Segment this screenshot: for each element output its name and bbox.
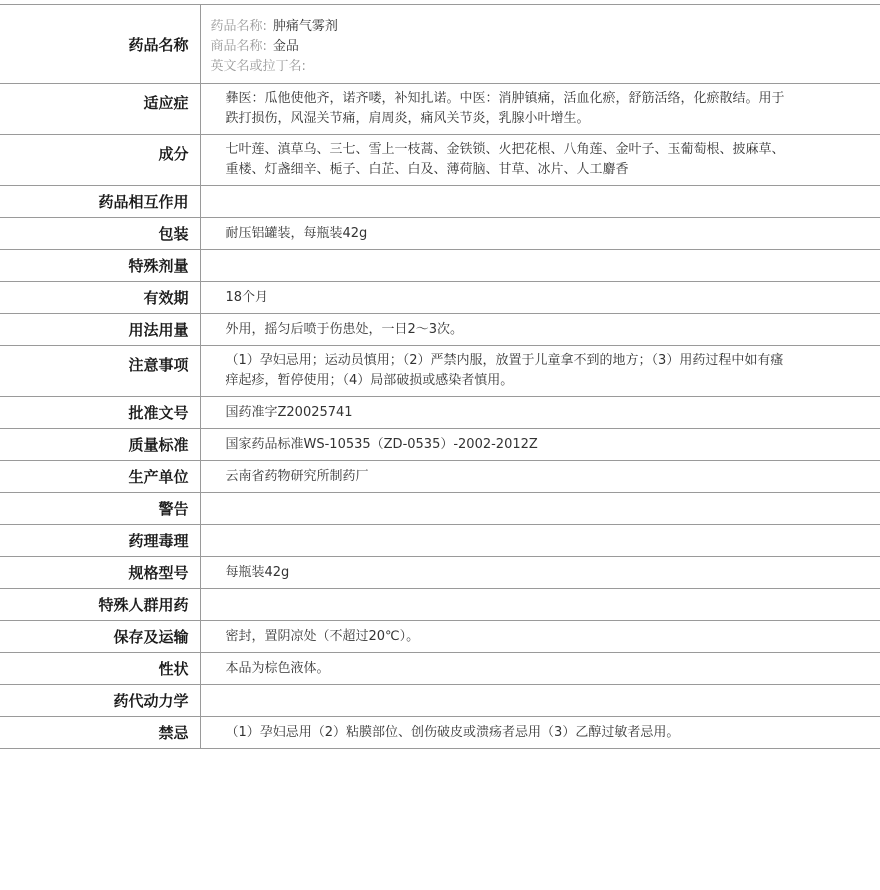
special-populations-label: 特殊人群用药 — [0, 589, 200, 621]
specification-label: 规格型号 — [0, 557, 200, 589]
special-dosage-label: 特殊剂量 — [0, 250, 200, 282]
special-populations-value — [200, 589, 880, 621]
row-shelf-life — [0, 282, 880, 314]
row-special-populations — [0, 589, 880, 621]
appearance-label: 性状 — [0, 653, 200, 685]
contraindications-value: （1）孕妇忌用（2）粘膜部位、创伤破皮或溃疡者忌用（3）乙醇过敏者忌用。 — [200, 717, 880, 749]
english-name-line — [211, 57, 871, 77]
row-approval-number — [0, 397, 880, 429]
pharmacology-label: 药理毒理 — [0, 525, 200, 557]
row-usage — [0, 314, 880, 346]
quality-standard-value: 国家药品标准WS-10535（ZD-0535）-2002-2012Z — [200, 429, 880, 461]
contraindications-label: 禁忌 — [0, 717, 200, 749]
pharmacokinetics-label: 药代动力学 — [0, 685, 200, 717]
special-dosage-value — [200, 250, 880, 282]
english-name-label: 英文名或拉丁名: — [210, 59, 306, 74]
interactions-value — [200, 186, 880, 218]
storage-value: 密封，置阴凉处（不超过20℃）。 — [200, 621, 880, 653]
precautions-value: （1）孕妇忌用；运动员慎用；（2）严禁内服，放置于儿童拿不到的地方；（3）用药过程中如有瘙痒起疹，暂停使用；（4）局部破损或感染者慎用。 — [200, 346, 880, 397]
row-storage — [0, 621, 880, 653]
row-pharmacology — [0, 525, 880, 557]
generic-name-value: 肿痛气雾剂 — [272, 19, 338, 34]
approval-number-value: 国药准字Z20025741 — [200, 397, 880, 429]
row-packaging — [0, 218, 880, 250]
trade-name-label: 商品名称: — [210, 39, 267, 54]
row-indications — [0, 84, 880, 135]
quality-standard-label: 质量标准 — [0, 429, 200, 461]
warning-value — [200, 493, 880, 525]
row-drug-name — [0, 5, 880, 84]
row-special-dosage — [0, 250, 880, 282]
indications-value: 彝医：瓜他使他齐，诺齐喽，补知扎诺。中医：消肿镇痛，活血化瘀，舒筋活络，化瘀散结。用于跌打损伤，风湿关节痛，肩周炎，痛风关节炎，乳腺小叶增生。 — [200, 84, 880, 135]
row-precautions — [0, 346, 880, 397]
manufacturer-label: 生产单位 — [0, 461, 200, 493]
row-ingredients — [0, 135, 880, 186]
pharmacology-value — [200, 525, 880, 557]
precautions-label: 注意事项 — [0, 346, 200, 397]
usage-label: 用法用量 — [0, 314, 200, 346]
shelf-life-label: 有效期 — [0, 282, 200, 314]
row-pharmacokinetics — [0, 685, 880, 717]
interactions-label: 药品相互作用 — [0, 186, 200, 218]
drug-name-label: 药品名称 — [0, 5, 200, 84]
specification-value: 每瓶装42g — [200, 557, 880, 589]
drug-info-table — [0, 4, 880, 749]
approval-number-label: 批准文号 — [0, 397, 200, 429]
trade-name-line — [211, 37, 871, 57]
storage-label: 保存及运输 — [0, 621, 200, 653]
pharmacokinetics-value — [200, 685, 880, 717]
appearance-value: 本品为棕色液体。 — [200, 653, 880, 685]
indications-label: 适应症 — [0, 84, 200, 135]
manufacturer-value: 云南省药物研究所制药厂 — [200, 461, 880, 493]
ingredients-value: 七叶莲、滇草乌、三七、雪上一枝蒿、金铁锁、火把花根、八角莲、金叶子、玉葡萄根、披麻草、重楼、灯盏细辛、栀子、白芷、白及、薄荷脑、甘草、冰片、人工麝香 — [200, 135, 880, 186]
packaging-label: 包装 — [0, 218, 200, 250]
row-contraindications — [0, 717, 880, 749]
generic-name-line — [211, 17, 871, 37]
row-warning — [0, 493, 880, 525]
packaging-value: 耐压铝罐装，每瓶装42g — [200, 218, 880, 250]
warning-label: 警告 — [0, 493, 200, 525]
row-specification — [0, 557, 880, 589]
drug-name-values — [200, 5, 880, 84]
row-appearance — [0, 653, 880, 685]
trade-name-value: 金品 — [272, 39, 299, 54]
row-manufacturer — [0, 461, 880, 493]
shelf-life-value: 18个月 — [200, 282, 880, 314]
generic-name-label: 药品名称: — [210, 19, 267, 34]
row-interactions — [0, 186, 880, 218]
ingredients-label: 成分 — [0, 135, 200, 186]
usage-value: 外用，摇匀后喷于伤患处，一日2～3次。 — [200, 314, 880, 346]
row-quality-standard — [0, 429, 880, 461]
